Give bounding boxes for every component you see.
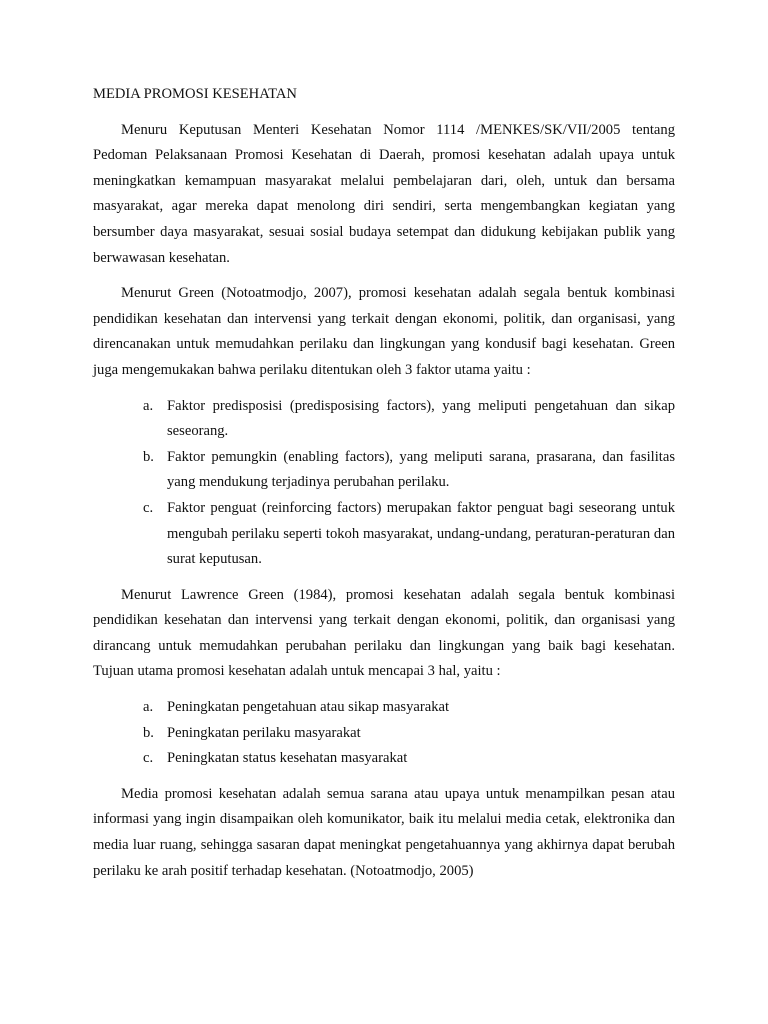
list-marker: b. [143, 448, 154, 465]
paragraph-media-definition: Media promosi kesehatan adalah semua sarana atau upaya untuk menampilkan pesan atau informasi yang ingin disampaikan oleh komunikator, baik itu melalui media cetak, elektronika dan media luar ruang, sehingga sasaran dapat meningkat pengetahuannya yang akhirnya dapat berubah perilaku ke arah positif terhadap kesehatan. (Notoatmodjo, 2005) [93, 785, 675, 879]
paragraph-definition-kepmenkes: Menuru Keputusan Menteri Kesehatan Nomor 1114 /MENKES/SK/VII/2005 tentang Pedoman Pelaksanaan Promosi Kesehatan di Daerah, promosi kesehatan adalah upaya untuk meningkatkan kemampuan masyarakat melalui pembelajaran dari, oleh, untuk dan bersama masyarakat, agar mereka dapat menolong diri sendiri, serta mengembangkan kegiatan yang bersumber daya masyarakat, sesuai sosial budaya setempat dan didukung kebijakan publik yang berwawasan kesehatan. [93, 121, 675, 266]
list-item [143, 721, 675, 747]
list-marker: a. [143, 397, 154, 414]
list-item-text: Peningkatan status kesehatan masyarakat [167, 750, 408, 767]
document-title: MEDIA PROMOSI KESEHATAN [93, 86, 297, 102]
goals-list [93, 695, 675, 772]
list-item-text: Faktor penguat (reinforcing factors) merupakan faktor penguat bagi seseorang untuk mengubah perilaku seperti tokoh masyarakat, undang-undang, peraturan-peraturan dan surat keputusan. [167, 499, 675, 568]
list-item-text: Faktor pemungkin (enabling factors), yang meliputi sarana, prasarana, dan fasilitas yang mendukung terjadinya perubahan perilaku. [167, 448, 675, 491]
list-item-text: Peningkatan pengetahuan atau sikap masyarakat [167, 699, 450, 716]
list-item [143, 445, 675, 496]
list-item-text: Faktor predisposisi (predisposising factors), yang meliputi pengetahuan dan sikap seseorang. [167, 397, 675, 440]
factors-list [93, 394, 675, 573]
list-item-text: Peningkatan perilaku masyarakat [167, 724, 361, 741]
document-page [93, 82, 675, 894]
list-item [143, 746, 675, 772]
list-marker: c. [143, 750, 154, 767]
list-item [143, 695, 675, 721]
paragraph-definition-green: Menurut Green (Notoatmodjo, 2007), promosi kesehatan adalah segala bentuk kombinasi pendidikan kesehatan dan intervensi yang terkait dengan ekonomi, politik, dan organisasi, yang direncanakan untuk memudahkan perilaku dan lingkungan yang kondusif bagi kesehatan. Green juga mengemukakan bahwa perilaku ditentukan oleh 3 faktor utama yaitu : [93, 285, 675, 378]
list-marker: c. [143, 499, 154, 516]
list-item [143, 394, 675, 445]
list-marker: a. [143, 699, 154, 716]
list-marker: b. [143, 724, 154, 741]
paragraph-definition-lawrence-green: Menurut Lawrence Green (1984), promosi kesehatan adalah segala bentuk kombinasi pendidikan kesehatan dan intervensi yang terkait dengan ekonomi, politik, dan organisasi yang dirancang untuk memudahkan perubahan perilaku dan lingkungan yang baik bagi kesehatan. Tujuan utama promosi kesehatan adalah untuk mencapai 3 hal, yaitu : [93, 586, 675, 680]
list-item [143, 496, 675, 573]
